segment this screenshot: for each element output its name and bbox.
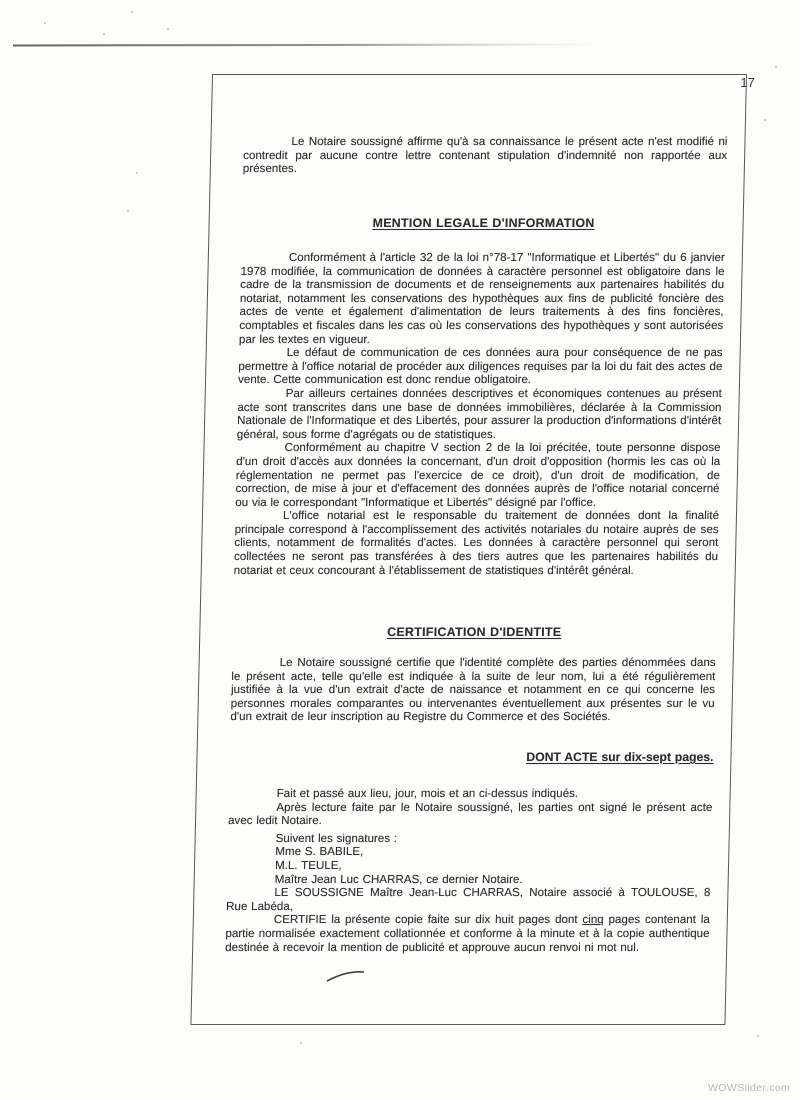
certifie-text-after: pages contenant la partie normalisée exactement collationnée et conforme à la minute et à la copie authentique destinée à recevoir la mention de publicité et approuve aucun renvoi ni mot nul. [225, 913, 710, 954]
paragraph: Le défaut de communication de ces données aura pour conséquence de ne pas permettre à l'office notarial de procéder aux diligences requises par la loi du fait des actes de vente. Cette communication est donc rendue obligatoire. [237, 346, 723, 387]
scan-speckle [44, 22, 46, 24]
lecture-paragraph: Après lecture faite par le Notaire soussigné, les parties ont signé le présent acte avec ledit Notaire. [227, 800, 713, 828]
paragraph: L'office notarial est le responsable du traitement de données dont la finalité principale correspond à l'accomplissement des activités notariales du notaire auprès de ses clients, notamment de formalités d'actes. Les données à caractère personnel qui seront collectées ne seront pas transférées à des tiers autres que les partenaires habilités du notariat et ceux concourant à l'établissement de statistiques d'intérêt général. [233, 509, 720, 577]
signature-line: Maître Jean Luc CHARRAS, ce dernier Notaire. [274, 872, 523, 886]
watermark-label: WOWSlider.com [708, 1082, 791, 1094]
dont-acte-text: DONT ACTE sur dix-sept pages. [526, 750, 714, 764]
scan-speckle [103, 33, 105, 35]
certifie-underlined-word: cinq [582, 913, 604, 927]
page-number: 17 [740, 75, 755, 90]
signature-intro-line: Suivent les signatures : [275, 831, 398, 845]
signature-line: Mme S. BABILE, [275, 845, 364, 859]
signature-line: M.L. TEULE, [274, 858, 342, 872]
page-border-frame [190, 74, 755, 1025]
paragraph: Le Notaire soussigné affirme qu'à sa connaissance le présent acte n'est modifié ni contredit par aucune contre lettre contenant stipulation d'indemnité non rapportée aux présentes. [242, 135, 728, 176]
intro-paragraph [243, 135, 728, 176]
paragraph: Par ailleurs certaines données descriptives et économiques contenues au présent acte sont transcrites dans une base de données immobilières, déclarée à la Commission Nationale de l'Informatique et des Libertés, pour assurer la production d'informations d'intérêt général, sous forme d'agrégats ou de statistiques. [236, 386, 722, 441]
paragraph: Le Notaire soussigné certifie que l'identité complète des parties dénommées dans le présent acte, telle qu'elle est indiquée à la suite de leur nom, lui a été régulièrement justifiée à la vue d'un extrait d'acte de naissance et notamment en ce qui concerne les personnes morales comparantes ou intervenantes éventuellement aux présentes sur le vu d'un extrait de leur inscription au Registre du Commerce et des Sociétés. [230, 656, 716, 724]
certification-body [230, 656, 716, 724]
scan-speckle [131, 11, 133, 13]
fait-line: Fait et passé aux lieu, jour, mois et an ci-dessus indiqués. [276, 787, 579, 800]
section-heading-certification [232, 626, 716, 640]
dont-acte-line [229, 751, 713, 765]
scan-speckle [757, 1035, 759, 1037]
scan-speckle [775, 66, 777, 68]
scan-speckle [300, 1042, 302, 1044]
mention-legale-body [234, 251, 725, 577]
scan-speckle [127, 210, 129, 212]
signature-list [227, 832, 712, 886]
scan-artifact-line [13, 43, 597, 46]
heading-text: MENTION LEGALE D'INFORMATION [372, 216, 595, 230]
paragraph: Conformément à l'article 32 de la loi n°78-17 "Informatique et Libertés" du 6 janvier 1978 modifiée, la communication de données à caractère personnel est obligatoire dans le cadre de la transmission de documents et de renseignements aux partenaires habilités du notariat, notamment les conservations des hypothèques aux fins de publicité foncière des actes de vente et également d'alimentation de leurs traitements à des fins foncières, comptables et fiscales dans les cas où les conservations des hypothèques y sont autorisées par les textes en vigueur. [238, 251, 725, 346]
heading-text: CERTIFICATION D'IDENTITE [387, 625, 562, 639]
scan-speckle [764, 119, 766, 121]
scan-speckle [167, 28, 169, 30]
section-heading-mention-legale [241, 217, 725, 231]
scan-speckle [136, 172, 138, 174]
certifie-text-before: CERTIFIE la présente copie faite sur dix huit pages dont [273, 913, 583, 927]
soussigne-paragraph: LE SOUSSIGNE Maître Jean-Luc CHARRAS, Notaire associé à TOULOUSE, 8 Rue Labéda, [225, 886, 711, 913]
paragraph: Conformément au chapitre V section 2 de la loi précitée, toute personne dispose d'un droit d'accès aux données la concernant, d'un droit d'opposition (hormis les cas où la réglementation ne permet pas l'exercice de ce droit), d'un droit de modification, de correction, de mise à jour et d'effacement des données auprès de l'office notarial concerné ou via le correspondant "Informatique et Libertés" désigné par l'office. [235, 441, 721, 509]
closing-block [225, 787, 713, 954]
certifie-paragraph [225, 913, 710, 954]
